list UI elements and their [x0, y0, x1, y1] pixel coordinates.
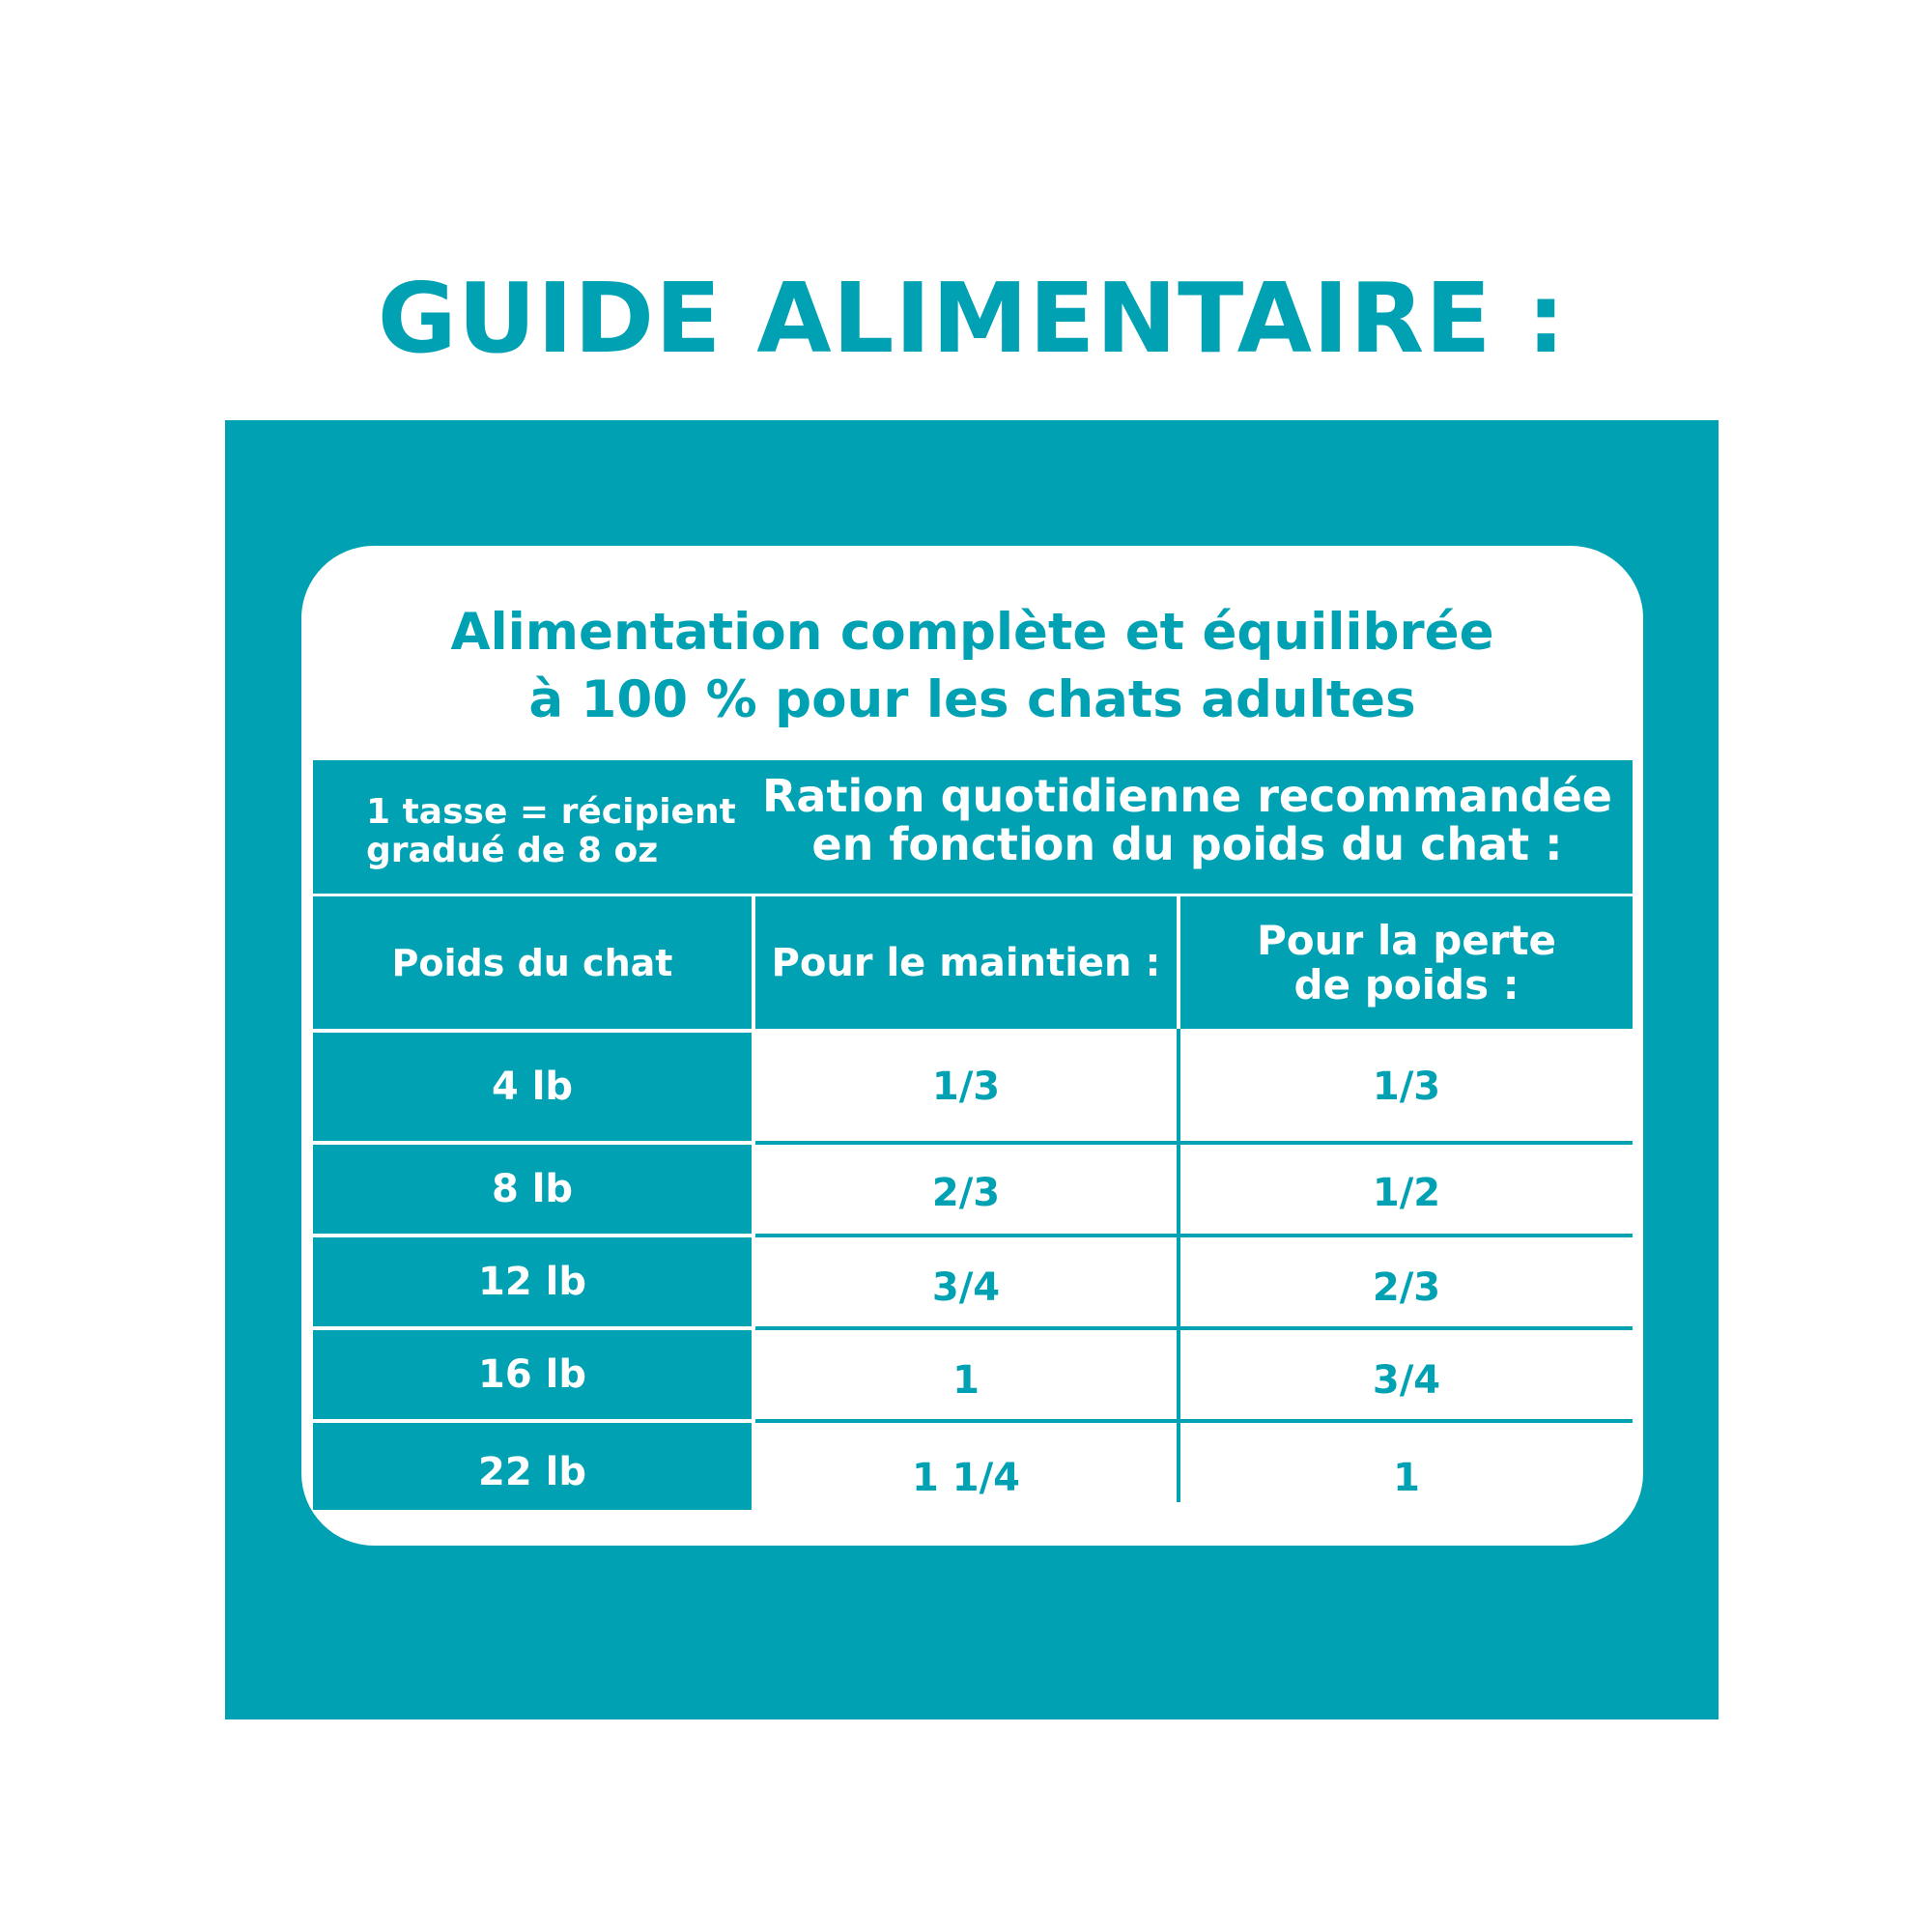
table-row-weight-loss: 1 — [1393, 1456, 1420, 1500]
table-row-maintenance: 2/3 — [931, 1171, 1001, 1215]
table-header-band — [313, 760, 1633, 894]
ration-title-line-1: Ration quotidienne recommandée — [762, 770, 1612, 822]
table-row-weight: 22 lb — [313, 1423, 752, 1510]
table-row-maintenance: 1 1/4 — [911, 1456, 1021, 1500]
cup-note-line-2: gradué de 8 oz — [366, 831, 659, 870]
table-row-weight-loss: 1/3 — [1372, 1065, 1441, 1109]
table-row-weight-loss: 2/3 — [1372, 1265, 1441, 1310]
table-row-weight: 16 lb — [313, 1330, 752, 1419]
ration-title-line-2: en fonction du poids du chat : — [811, 818, 1563, 870]
column-divider — [1177, 1029, 1180, 1502]
cup-note-line-1: 1 tasse = récipient — [366, 792, 736, 832]
row-divider — [755, 1419, 1633, 1423]
column-header-weight-loss-line-2: de poids : — [1293, 960, 1520, 1009]
table-row-weight: 8 lb — [313, 1145, 752, 1234]
table-row-maintenance: 3/4 — [931, 1265, 1001, 1310]
ration-title — [748, 772, 1627, 868]
card-subtitle — [301, 599, 1643, 734]
column-header-weight-loss-line-1: Pour la perte — [1256, 916, 1557, 964]
column-header-weight-label: Poids du chat — [391, 941, 673, 984]
cup-note — [366, 793, 753, 870]
subtitle-line-1: Alimentation complète et équilibrée — [450, 603, 1494, 662]
table-row-weight: 12 lb — [313, 1237, 752, 1326]
column-header-maintenance-label: Pour le maintien : — [771, 940, 1161, 985]
feeding-guide-card — [301, 546, 1643, 1546]
table-row-weight-loss: 3/4 — [1372, 1358, 1441, 1403]
table-row-weight-loss: 1/2 — [1372, 1171, 1441, 1215]
page-title: GUIDE ALIMENTAIRE : — [377, 262, 1567, 375]
column-header-weight-loss — [1180, 896, 1633, 1029]
column-header-weight — [313, 896, 752, 1029]
column-header-maintenance — [755, 896, 1177, 1029]
table-row-maintenance: 1 — [952, 1358, 980, 1403]
subtitle-line-2: à 100 % pour les chats adultes — [528, 670, 1416, 729]
table-row-weight: 4 lb — [313, 1033, 752, 1141]
table-row-maintenance: 1/3 — [931, 1065, 1001, 1109]
